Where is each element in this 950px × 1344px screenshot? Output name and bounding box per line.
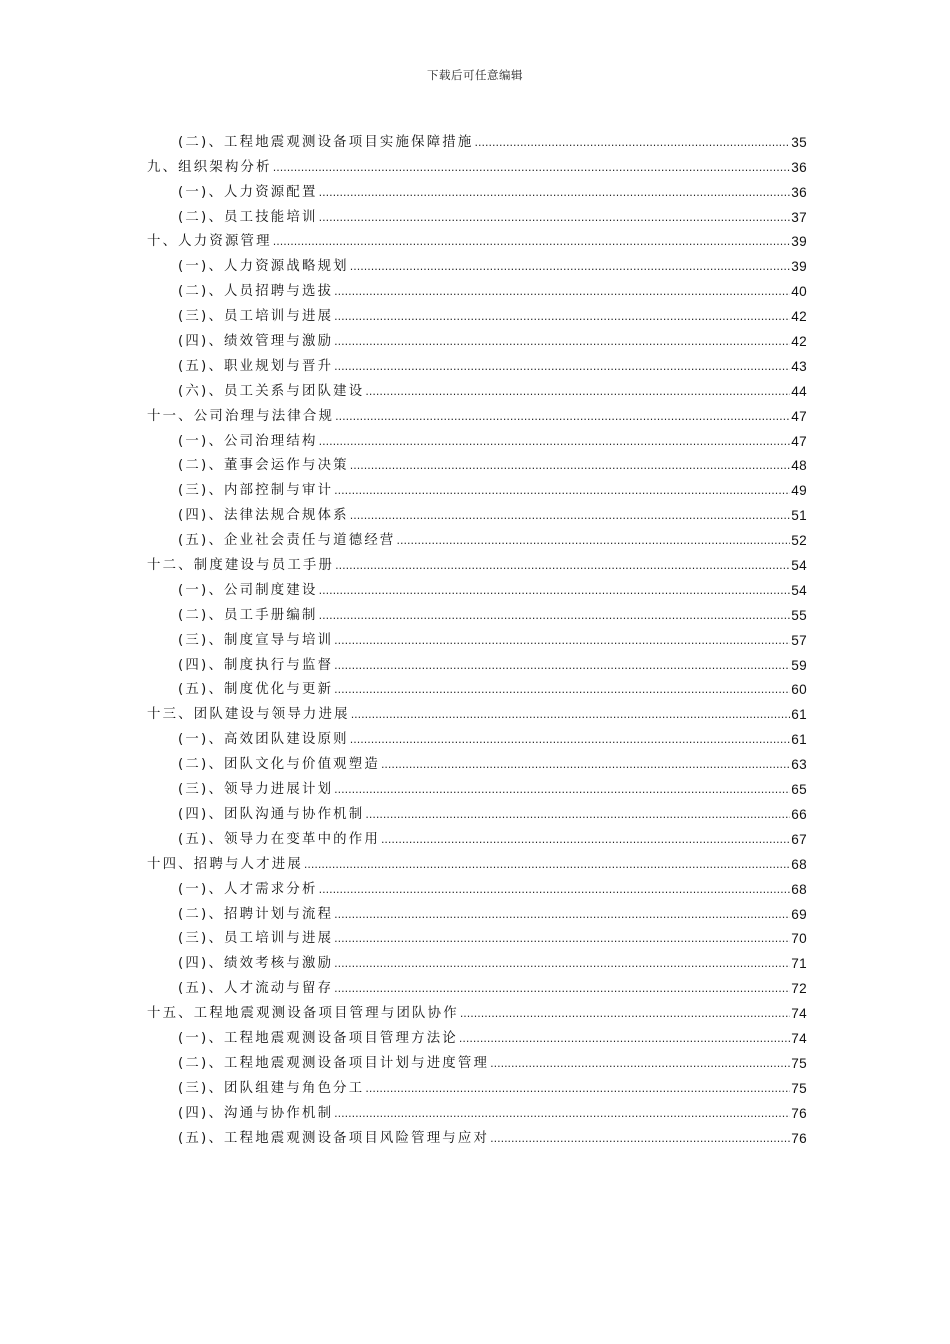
toc-entry-title: (五)、职业规划与晋升 (178, 358, 334, 374)
toc-page-number: 49 (791, 483, 807, 499)
toc-page-number: 43 (791, 358, 807, 374)
toc-section-entry[interactable] (147, 1122, 807, 1147)
toc-section-entry[interactable] (147, 748, 807, 773)
toc-section-entry[interactable] (147, 1022, 807, 1047)
toc-dot-leader (334, 660, 790, 672)
toc-page-number: 47 (791, 433, 807, 449)
toc-section-entry[interactable] (147, 798, 807, 823)
toc-page-number: 70 (791, 931, 807, 947)
toc-page-number: 65 (791, 782, 807, 798)
toc-entry-title: (三)、团队组建与角色分工 (178, 1080, 365, 1096)
toc-entry-title: (三)、制度宣导与培训 (178, 632, 334, 648)
toc-entry-title: (三)、员工培训与进展 (178, 931, 334, 947)
toc-entry-title: (五)、领导力在变革中的作用 (178, 831, 380, 847)
toc-entry-title: (二)、工程地震观测设备项目实施保障措施 (178, 134, 474, 150)
toc-entry-title: (四)、绩效管理与激励 (178, 334, 334, 350)
toc-page-number: 76 (791, 1130, 807, 1146)
toc-dot-leader (335, 411, 790, 423)
toc-entry-title: (五)、制度优化与更新 (178, 682, 334, 698)
toc-section-entry[interactable] (147, 474, 807, 499)
table-of-contents (147, 126, 807, 1147)
toc-section-entry[interactable] (147, 425, 807, 450)
toc-chapter-entry[interactable] (147, 226, 807, 251)
toc-dot-leader (319, 212, 791, 224)
toc-page-number: 68 (791, 881, 807, 897)
toc-entry-title: (四)、制度执行与监督 (178, 657, 334, 673)
toc-dot-leader (334, 311, 790, 323)
toc-page-number: 63 (791, 757, 807, 773)
toc-entry-title: 十、人力资源管理 (147, 234, 272, 250)
toc-section-entry[interactable] (147, 823, 807, 848)
toc-page-number: 39 (791, 234, 807, 250)
toc-page-number: 60 (791, 682, 807, 698)
toc-dot-leader (397, 535, 791, 547)
toc-entry-title: (二)、人员招聘与选拔 (178, 284, 334, 300)
toc-entry-title: (三)、领导力进展计划 (178, 782, 334, 798)
toc-page-number: 57 (791, 632, 807, 648)
toc-dot-leader (334, 909, 790, 921)
toc-entry-title: (二)、董事会运作与决策 (178, 458, 349, 474)
toc-section-entry[interactable] (147, 325, 807, 350)
toc-page-number: 75 (791, 1055, 807, 1071)
toc-page-number: 72 (791, 981, 807, 997)
toc-dot-leader (334, 933, 790, 945)
toc-entry-title: (一)、人力资源战略规划 (178, 259, 349, 275)
toc-entry-title: (一)、公司治理结构 (178, 433, 318, 449)
toc-page-number: 36 (791, 159, 807, 175)
toc-page-number: 52 (791, 533, 807, 549)
toc-page-number: 68 (791, 856, 807, 872)
toc-entry-title: (四)、沟通与协作机制 (178, 1105, 334, 1121)
toc-dot-leader (381, 759, 790, 771)
toc-entry-title: (一)、高效团队建设原则 (178, 732, 349, 748)
toc-dot-leader (273, 162, 791, 174)
toc-dot-leader (273, 236, 791, 248)
toc-chapter-entry[interactable] (147, 549, 807, 574)
toc-page-number: 47 (791, 408, 807, 424)
toc-dot-leader (319, 585, 791, 597)
toc-page-number: 51 (791, 508, 807, 524)
page-header: 下载后可任意编辑 (427, 68, 523, 82)
toc-dot-leader (490, 1133, 790, 1145)
toc-dot-leader (334, 485, 790, 497)
toc-chapter-entry[interactable] (147, 848, 807, 873)
toc-entry-title: (六)、员工关系与团队建设 (178, 383, 365, 399)
toc-page-number: 61 (791, 732, 807, 748)
toc-entry-title: (一)、工程地震观测设备项目管理方法论 (178, 1030, 458, 1046)
toc-entry-title: (一)、人才需求分析 (178, 881, 318, 897)
toc-entry-title: (五)、工程地震观测设备项目风险管理与应对 (178, 1130, 490, 1146)
toc-dot-leader (459, 1033, 790, 1045)
toc-page-number: 59 (791, 657, 807, 673)
toc-entry-title: (五)、人才流动与留存 (178, 981, 334, 997)
toc-dot-leader (334, 1108, 790, 1120)
toc-chapter-entry[interactable] (147, 151, 807, 176)
toc-section-entry[interactable] (147, 499, 807, 524)
toc-section-entry[interactable] (147, 524, 807, 549)
toc-entry-title: (三)、员工培训与进展 (178, 309, 334, 325)
toc-chapter-entry[interactable] (147, 400, 807, 425)
toc-entry-title: 十一、公司治理与法律合规 (147, 408, 335, 424)
toc-page-number: 74 (791, 1030, 807, 1046)
toc-page-number: 71 (791, 956, 807, 972)
toc-section-entry[interactable] (147, 375, 807, 400)
toc-dot-leader (350, 460, 791, 472)
toc-section-entry[interactable] (147, 1047, 807, 1072)
toc-entry-title: 十四、招聘与人才进展 (147, 856, 303, 872)
toc-entry-title: (一)、人力资源配置 (178, 184, 318, 200)
toc-section-entry[interactable] (147, 201, 807, 226)
toc-dot-leader (365, 386, 790, 398)
toc-section-entry[interactable] (147, 126, 807, 151)
toc-section-entry[interactable] (147, 873, 807, 898)
toc-page-number: 37 (791, 209, 807, 225)
toc-section-entry[interactable] (147, 947, 807, 972)
toc-section-entry[interactable] (147, 624, 807, 649)
toc-section-entry[interactable] (147, 275, 807, 300)
toc-page-number: 54 (791, 582, 807, 598)
toc-dot-leader (334, 336, 790, 348)
toc-section-entry[interactable] (147, 300, 807, 325)
toc-section-entry[interactable] (147, 574, 807, 599)
toc-page-number: 36 (791, 184, 807, 200)
toc-page-number: 35 (791, 134, 807, 150)
toc-page-number: 74 (791, 1006, 807, 1022)
toc-entry-title: (四)、绩效考核与激励 (178, 956, 334, 972)
toc-entry-title: (二)、团队文化与价值观塑造 (178, 757, 380, 773)
toc-page-number: 75 (791, 1080, 807, 1096)
toc-section-entry[interactable] (147, 923, 807, 948)
toc-page-number: 67 (791, 831, 807, 847)
toc-dot-leader (335, 560, 790, 572)
toc-page-number: 44 (791, 383, 807, 399)
toc-page-number: 54 (791, 558, 807, 574)
toc-entry-title: (二)、员工手册编制 (178, 607, 318, 623)
toc-dot-leader (334, 958, 790, 970)
toc-page-number: 61 (791, 707, 807, 723)
toc-page-number: 69 (791, 906, 807, 922)
toc-dot-leader (334, 684, 790, 696)
toc-entry-title: 九、组织架构分析 (147, 159, 272, 175)
toc-section-entry[interactable] (147, 773, 807, 798)
toc-dot-leader (319, 610, 791, 622)
toc-entry-title: (二)、员工技能培训 (178, 209, 318, 225)
toc-chapter-entry[interactable] (147, 997, 807, 1022)
toc-dot-leader (351, 709, 791, 721)
toc-entry-title: (三)、内部控制与审计 (178, 483, 334, 499)
toc-page-number: 48 (791, 458, 807, 474)
toc-entry-title: 十三、团队建设与领导力进展 (147, 707, 350, 723)
toc-page-number: 39 (791, 259, 807, 275)
toc-dot-leader (490, 1058, 790, 1070)
toc-dot-leader (319, 187, 791, 199)
toc-page-number: 40 (791, 284, 807, 300)
toc-dot-leader (365, 1083, 790, 1095)
toc-section-entry[interactable] (147, 176, 807, 201)
toc-page-number: 66 (791, 806, 807, 822)
toc-dot-leader (334, 635, 790, 647)
toc-dot-leader (381, 834, 790, 846)
toc-dot-leader (304, 859, 790, 871)
toc-entry-title: (四)、法律法规合规体系 (178, 508, 349, 524)
toc-section-entry[interactable] (147, 723, 807, 748)
toc-dot-leader (350, 510, 791, 522)
toc-dot-leader (460, 1008, 790, 1020)
toc-page-number: 42 (791, 309, 807, 325)
toc-entry-title: (一)、公司制度建设 (178, 582, 318, 598)
toc-page-number: 55 (791, 607, 807, 623)
toc-section-entry[interactable] (147, 972, 807, 997)
toc-section-entry[interactable] (147, 649, 807, 674)
toc-section-entry[interactable] (147, 250, 807, 275)
toc-section-entry[interactable] (147, 898, 807, 923)
toc-entry-title: 十五、工程地震观测设备项目管理与团队协作 (147, 1006, 459, 1022)
toc-section-entry[interactable] (147, 674, 807, 699)
toc-dot-leader (350, 261, 791, 273)
toc-section-entry[interactable] (147, 1072, 807, 1097)
toc-dot-leader (319, 884, 791, 896)
toc-dot-leader (334, 361, 790, 373)
toc-dot-leader (334, 983, 790, 995)
toc-entry-title: (四)、团队沟通与协作机制 (178, 806, 365, 822)
toc-dot-leader (350, 734, 791, 746)
toc-dot-leader (334, 784, 790, 796)
toc-dot-leader (365, 809, 790, 821)
toc-section-entry[interactable] (147, 350, 807, 375)
toc-section-entry[interactable] (147, 599, 807, 624)
toc-dot-leader (474, 137, 790, 149)
toc-section-entry[interactable] (147, 450, 807, 475)
toc-entry-title: (二)、工程地震观测设备项目计划与进度管理 (178, 1055, 490, 1071)
toc-page-number: 42 (791, 334, 807, 350)
toc-dot-leader (334, 286, 790, 298)
toc-dot-leader (319, 436, 791, 448)
toc-entry-title: (五)、企业社会责任与道德经营 (178, 533, 396, 549)
toc-page-number: 76 (791, 1105, 807, 1121)
toc-entry-title: 十二、制度建设与员工手册 (147, 558, 335, 574)
toc-entry-title: (二)、招聘计划与流程 (178, 906, 334, 922)
toc-chapter-entry[interactable] (147, 698, 807, 723)
toc-section-entry[interactable] (147, 1097, 807, 1122)
